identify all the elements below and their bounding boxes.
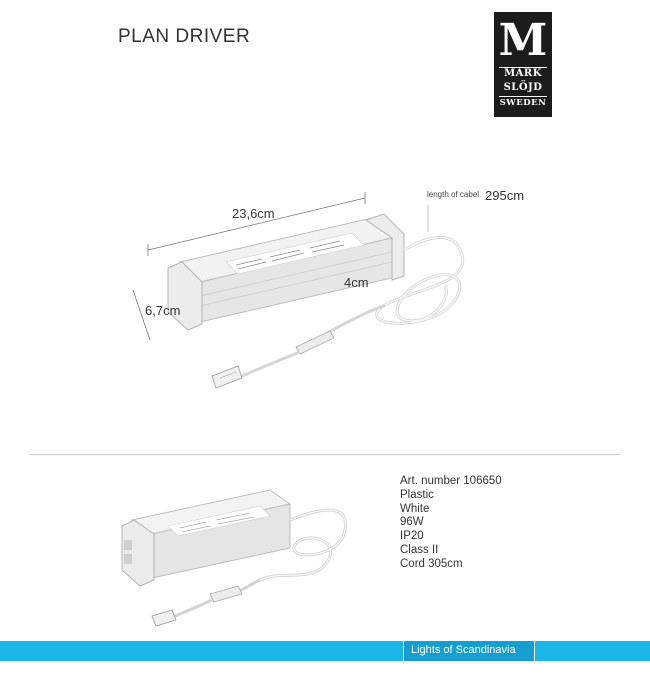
cable-length-value: 295cm [485,188,525,203]
spec-cord: Cord 305cm [400,557,463,570]
spec-list [400,475,502,572]
logo-line-1: MARK [504,68,542,79]
spec-color: White [400,502,430,515]
dimension-height: 6,7cm [145,303,181,318]
logo-letter: M [498,15,548,66]
spec-material: Plastic [400,488,434,501]
spec-wattage: 96W [400,516,424,529]
driver-product-photo [110,470,410,640]
cable-length-label: length of cabel [427,190,480,199]
footer-bar [0,641,650,661]
page-title: PLAN DRIVER [118,26,251,47]
section-divider [30,454,620,455]
footer-tagline: Lights of Scandinavia [411,644,516,656]
spec-ip-rating: IP20 [400,530,424,543]
dimension-depth: 4cm [344,275,369,290]
logo-line-3: SWEDEN [499,98,547,108]
spec-class: Class II [400,543,439,556]
dimension-length: 23,6cm [232,206,275,221]
logo-line-2: SLÖJD [503,82,543,93]
spec-article-number: Art. number 106650 [400,475,502,487]
